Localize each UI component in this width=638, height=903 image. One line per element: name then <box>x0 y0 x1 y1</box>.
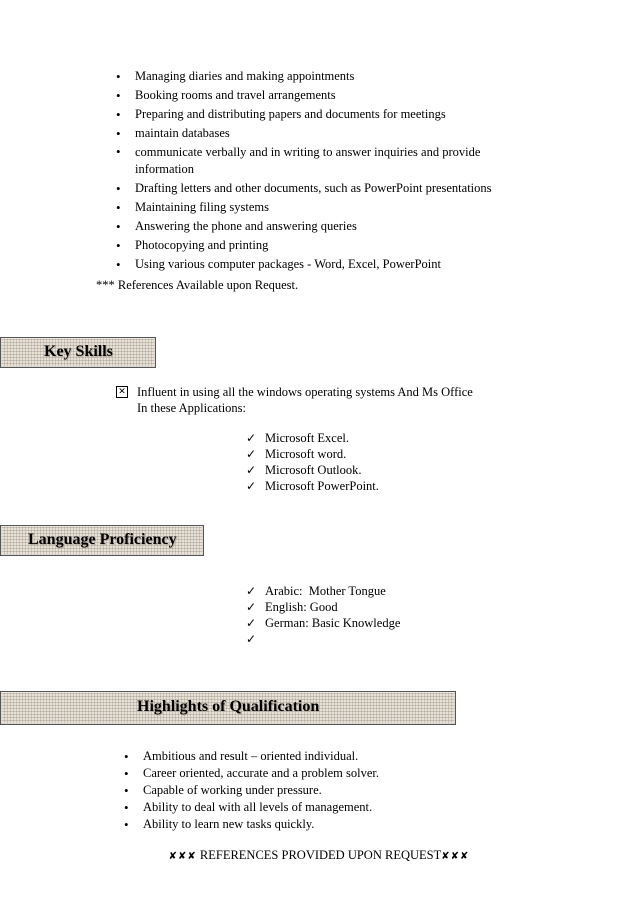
list-item: • Ambitious and result – oriented individual. <box>124 748 524 765</box>
list-item <box>246 583 466 599</box>
list-item: • Career oriented, accurate and a problem solver. <box>124 765 524 782</box>
list-item <box>246 462 466 478</box>
references-note: *** References Available upon Request. <box>96 278 299 292</box>
list-item: • communicate verbally and in writing to answer inquiries and provide information <box>116 143 505 179</box>
key-skills-intro-line1: Influent in using all the windows operating systems And Ms Office <box>137 385 473 399</box>
checkmark-icon: ✓ <box>246 600 257 614</box>
highlights-list <box>124 748 524 833</box>
list-item: • Booking rooms and travel arrangements <box>116 86 536 105</box>
cross-mark-icon: ✘✘✘ <box>168 851 197 862</box>
duties-list <box>116 67 536 274</box>
key-skills-title: Key Skills <box>44 343 113 360</box>
language-title: Language Proficiency <box>28 531 177 548</box>
checkmark-icon: ✓ <box>246 431 257 445</box>
list-item: • Drafting letters and other documents, such as PowerPoint presentations <box>116 179 536 198</box>
app-label: Microsoft Excel. <box>265 431 350 445</box>
checkmark-icon: ✓ <box>246 447 257 461</box>
checkmark-icon: ✓ <box>246 616 257 630</box>
language-label: German: Basic Knowledge <box>265 616 401 630</box>
app-label: Microsoft word. <box>265 447 347 461</box>
list-item <box>246 430 466 446</box>
list-item: • Ability to learn new tasks quickly. <box>124 816 524 833</box>
list-item <box>246 478 466 494</box>
list-item <box>246 631 466 647</box>
app-label: Microsoft Outlook. <box>265 463 362 477</box>
checkmark-icon: ✓ <box>246 463 257 477</box>
list-item: • Answering the phone and answering queries <box>116 217 536 236</box>
checkmark-icon: ✓ <box>246 479 257 493</box>
list-item: • Using various computer packages - Word, Excel, PowerPoint <box>116 255 536 274</box>
list-item: • Managing diaries and making appointments <box>116 67 536 86</box>
list-item: • Preparing and distributing papers and documents for meetings <box>116 105 536 124</box>
checkbox-cross-icon: ✕ <box>116 386 128 398</box>
language-label: English: Good <box>265 600 338 614</box>
list-item <box>246 599 466 615</box>
skills-apps-list <box>246 430 466 494</box>
language-label: Arabic: Mother Tongue <box>265 584 386 598</box>
list-item: • Maintaining filing systems <box>116 198 536 217</box>
key-skills-intro <box>116 384 557 416</box>
checkmark-icon: ✓ <box>246 584 257 598</box>
list-item: • maintain databases <box>116 124 536 143</box>
list-item <box>246 446 466 462</box>
highlights-title: Highlights of Qualification <box>137 698 320 715</box>
list-item <box>246 615 466 631</box>
footer-text: REFERENCES PROVIDED UPON REQUEST <box>196 848 442 862</box>
key-skills-intro-line2: In these Applications: <box>137 401 247 415</box>
app-label: Microsoft PowerPoint. <box>265 479 379 493</box>
list-item: • Capable of working under pressure. <box>124 782 524 799</box>
checkmark-icon: ✓ <box>246 632 257 646</box>
footer-references <box>0 848 638 863</box>
cross-mark-icon: ✘✘✘ <box>441 851 470 862</box>
language-list <box>246 583 466 647</box>
list-item: • Ability to deal with all levels of management. <box>124 799 524 816</box>
list-item: • Photocopying and printing <box>116 236 536 255</box>
